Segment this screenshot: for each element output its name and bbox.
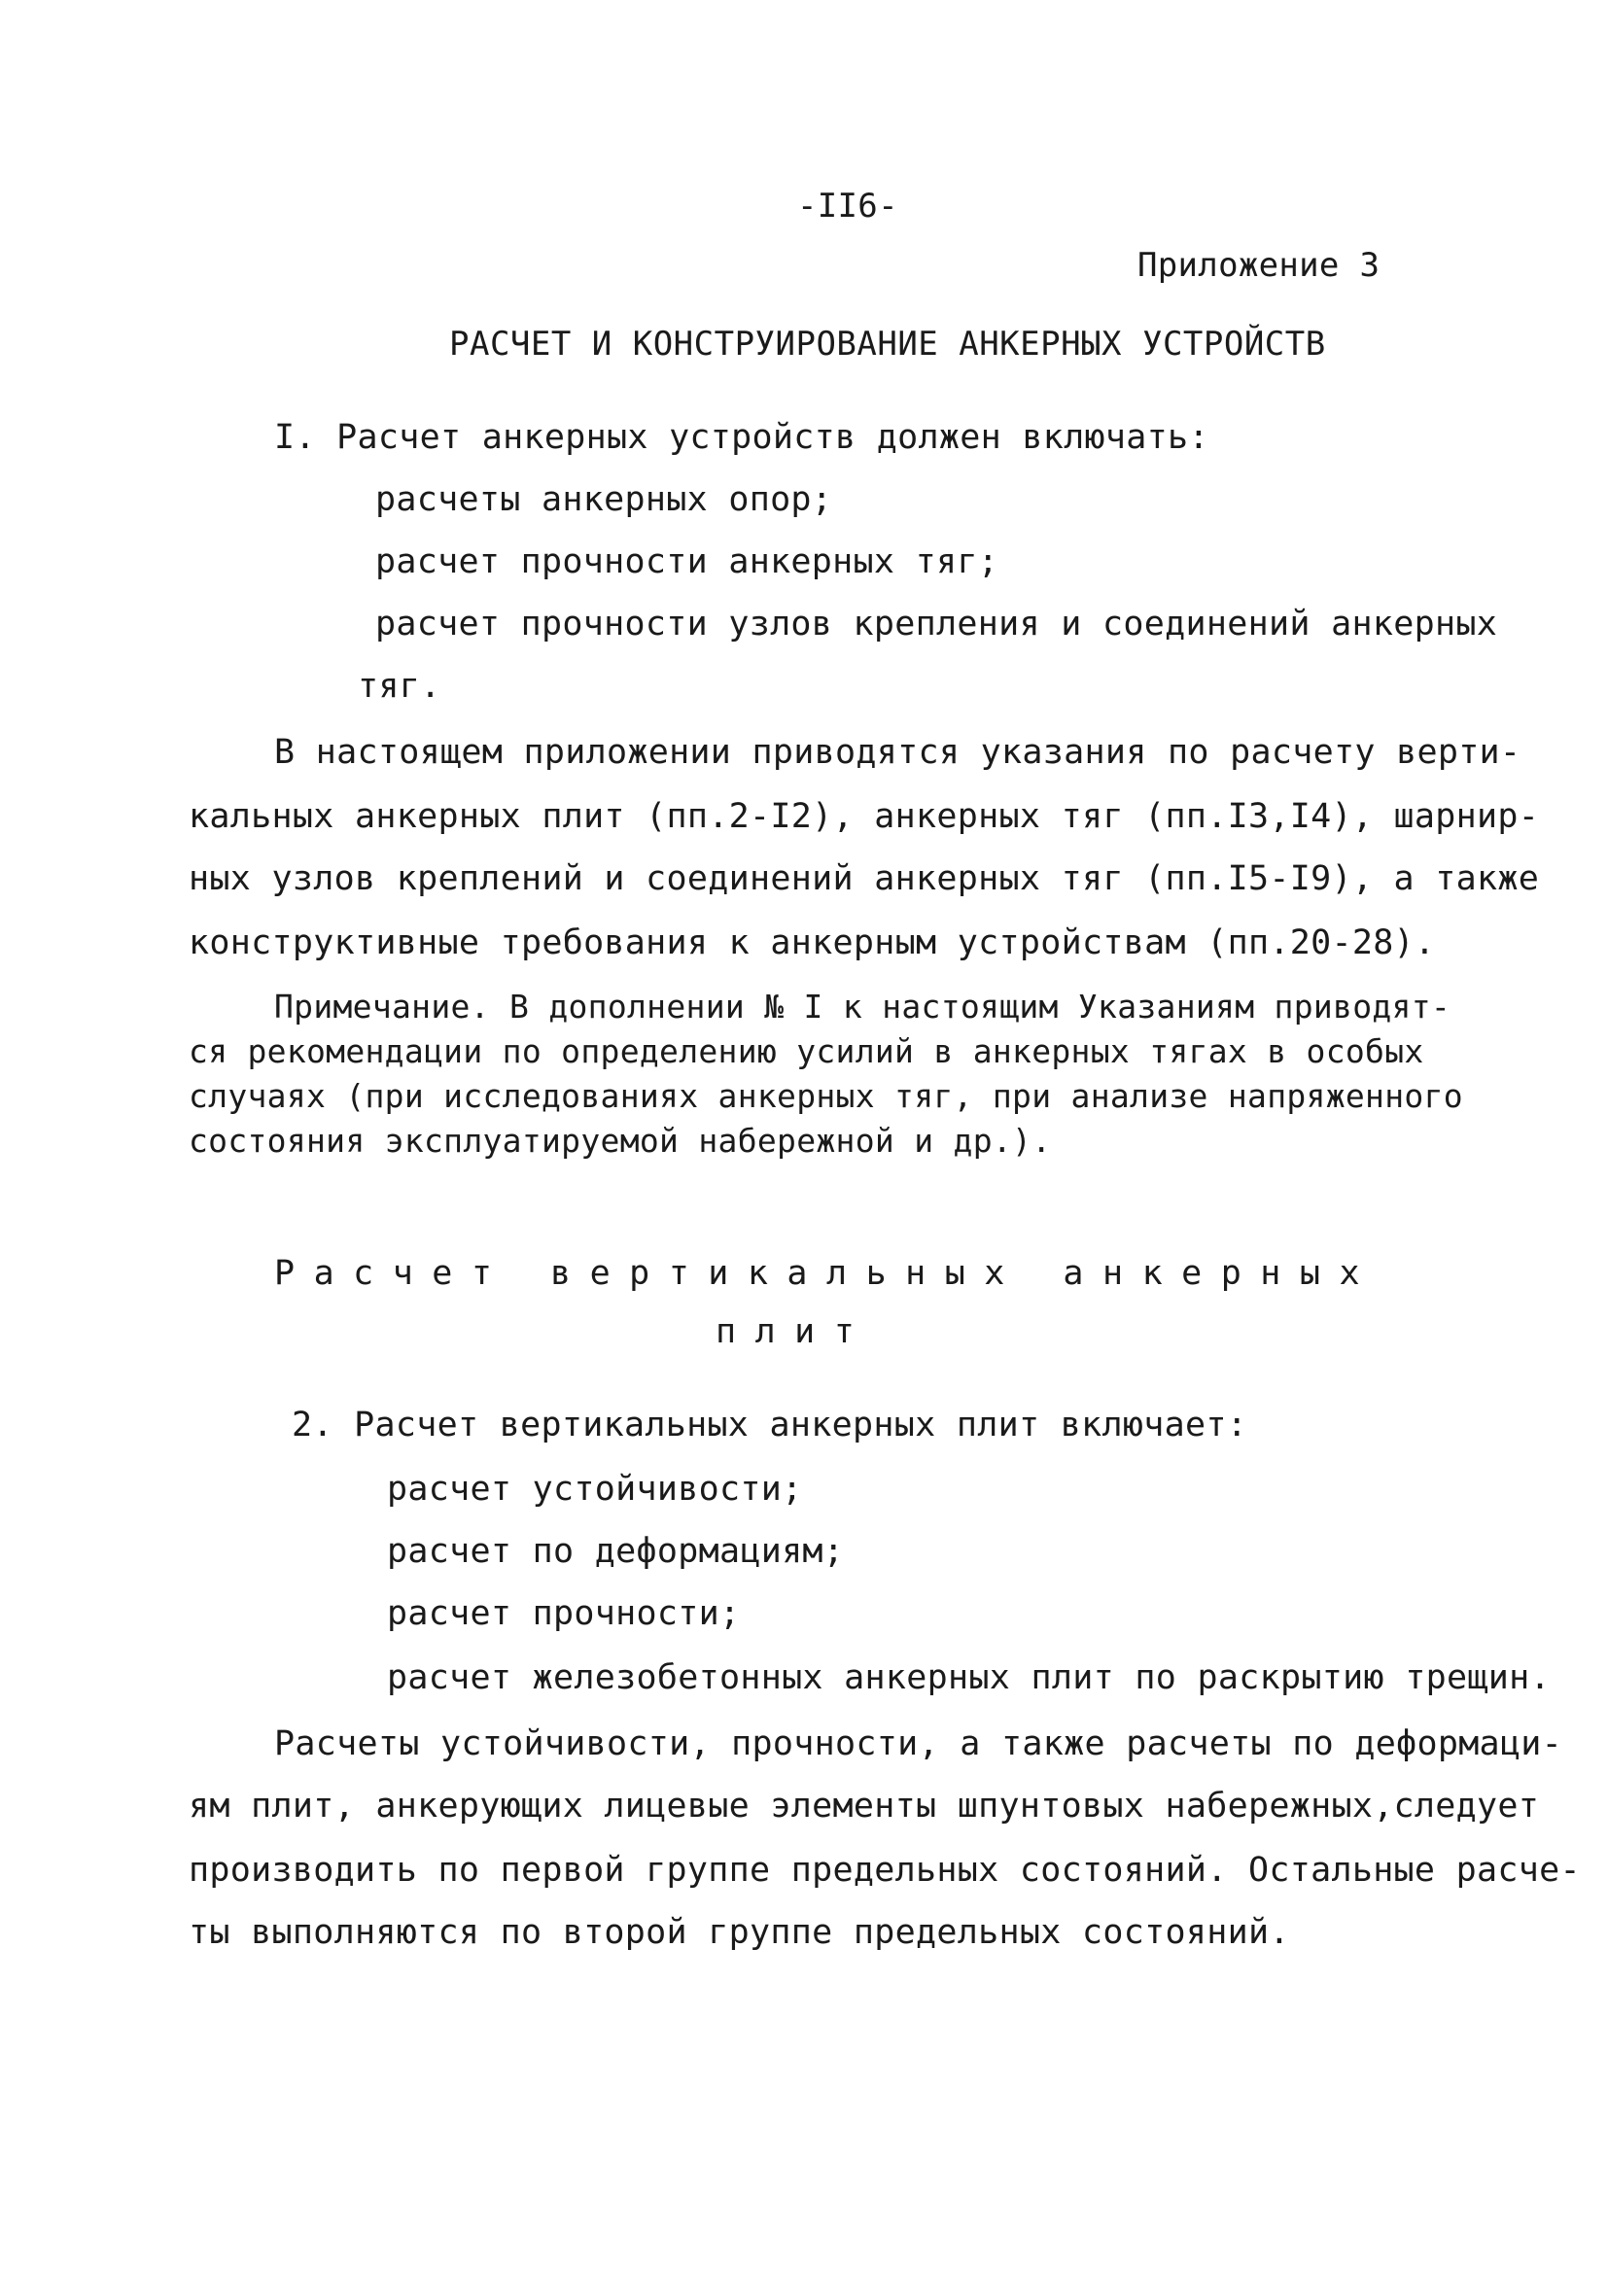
list-item: расчет железобетонных анкерных плит по раскрытию трещин. [387,1658,1551,1697]
note-line: Примечание. В дополнении № I к настоящим Указаниям приводят- [274,988,1451,1026]
note-line: состояния эксплуатируемой набережной и др.). [189,1122,1052,1160]
section-title: Расчет вертикальных анкерных [274,1254,1380,1293]
list-item: тяг. [358,667,441,706]
list-item: расчет устойчивости; [387,1470,803,1509]
list-item: расчеты анкерных опор; [375,480,833,519]
paragraph-line: Расчеты устойчивости, прочности, а также расчеты по деформаци- [274,1724,1563,1763]
paragraph-line: конструктивные требования к анкерным устройствам (пп.20-28). [189,923,1436,962]
section-title: плит [716,1312,874,1351]
page-number: -II6- [797,187,898,226]
appendix-label: Приложение 3 [1137,246,1381,285]
list-item: расчет прочности узлов крепления и соединений анкерных [375,605,1498,644]
paragraph-line: ты выполняются по второй группе предельных состояний. [189,1913,1290,1952]
paragraph-line: производить по первой группе предельных состояний. Остальные расче- [189,1851,1581,1890]
paragraph-line: кальных анкерных плит (пп.2-I2), анкерных тяг (пп.I3,I4), шарнир- [189,797,1540,836]
section2-heading: 2. Расчет вертикальных анкерных плит включает: [292,1406,1248,1444]
note-line: случаях (при исследованиях анкерных тяг, при анализе напряженного [189,1077,1463,1115]
paragraph-line: В настоящем приложении приводятся указания по расчету верти- [274,733,1521,772]
paragraph-line: ных узлов креплений и соединений анкерных тяг (пп.I5-I9), а также [189,859,1540,898]
paragraph-line: ям плит, анкерующих лицевые элементы шпунтовых набережных,следует [189,1787,1540,1826]
list-item: расчет прочности анкерных тяг; [375,542,999,581]
note-line: ся рекомендации по определению усилий в анкерных тягах в особых [189,1032,1424,1070]
list-item: расчет по деформациям; [387,1532,845,1571]
list-item: расчет прочности; [387,1594,741,1633]
document-title: РАСЧЕТ И КОНСТРУИРОВАНИЕ АНКЕРНЫХ УСТРОЙСТВ [449,325,1326,364]
section1-heading: I. Расчет анкерных устройств должен включать: [274,418,1209,457]
